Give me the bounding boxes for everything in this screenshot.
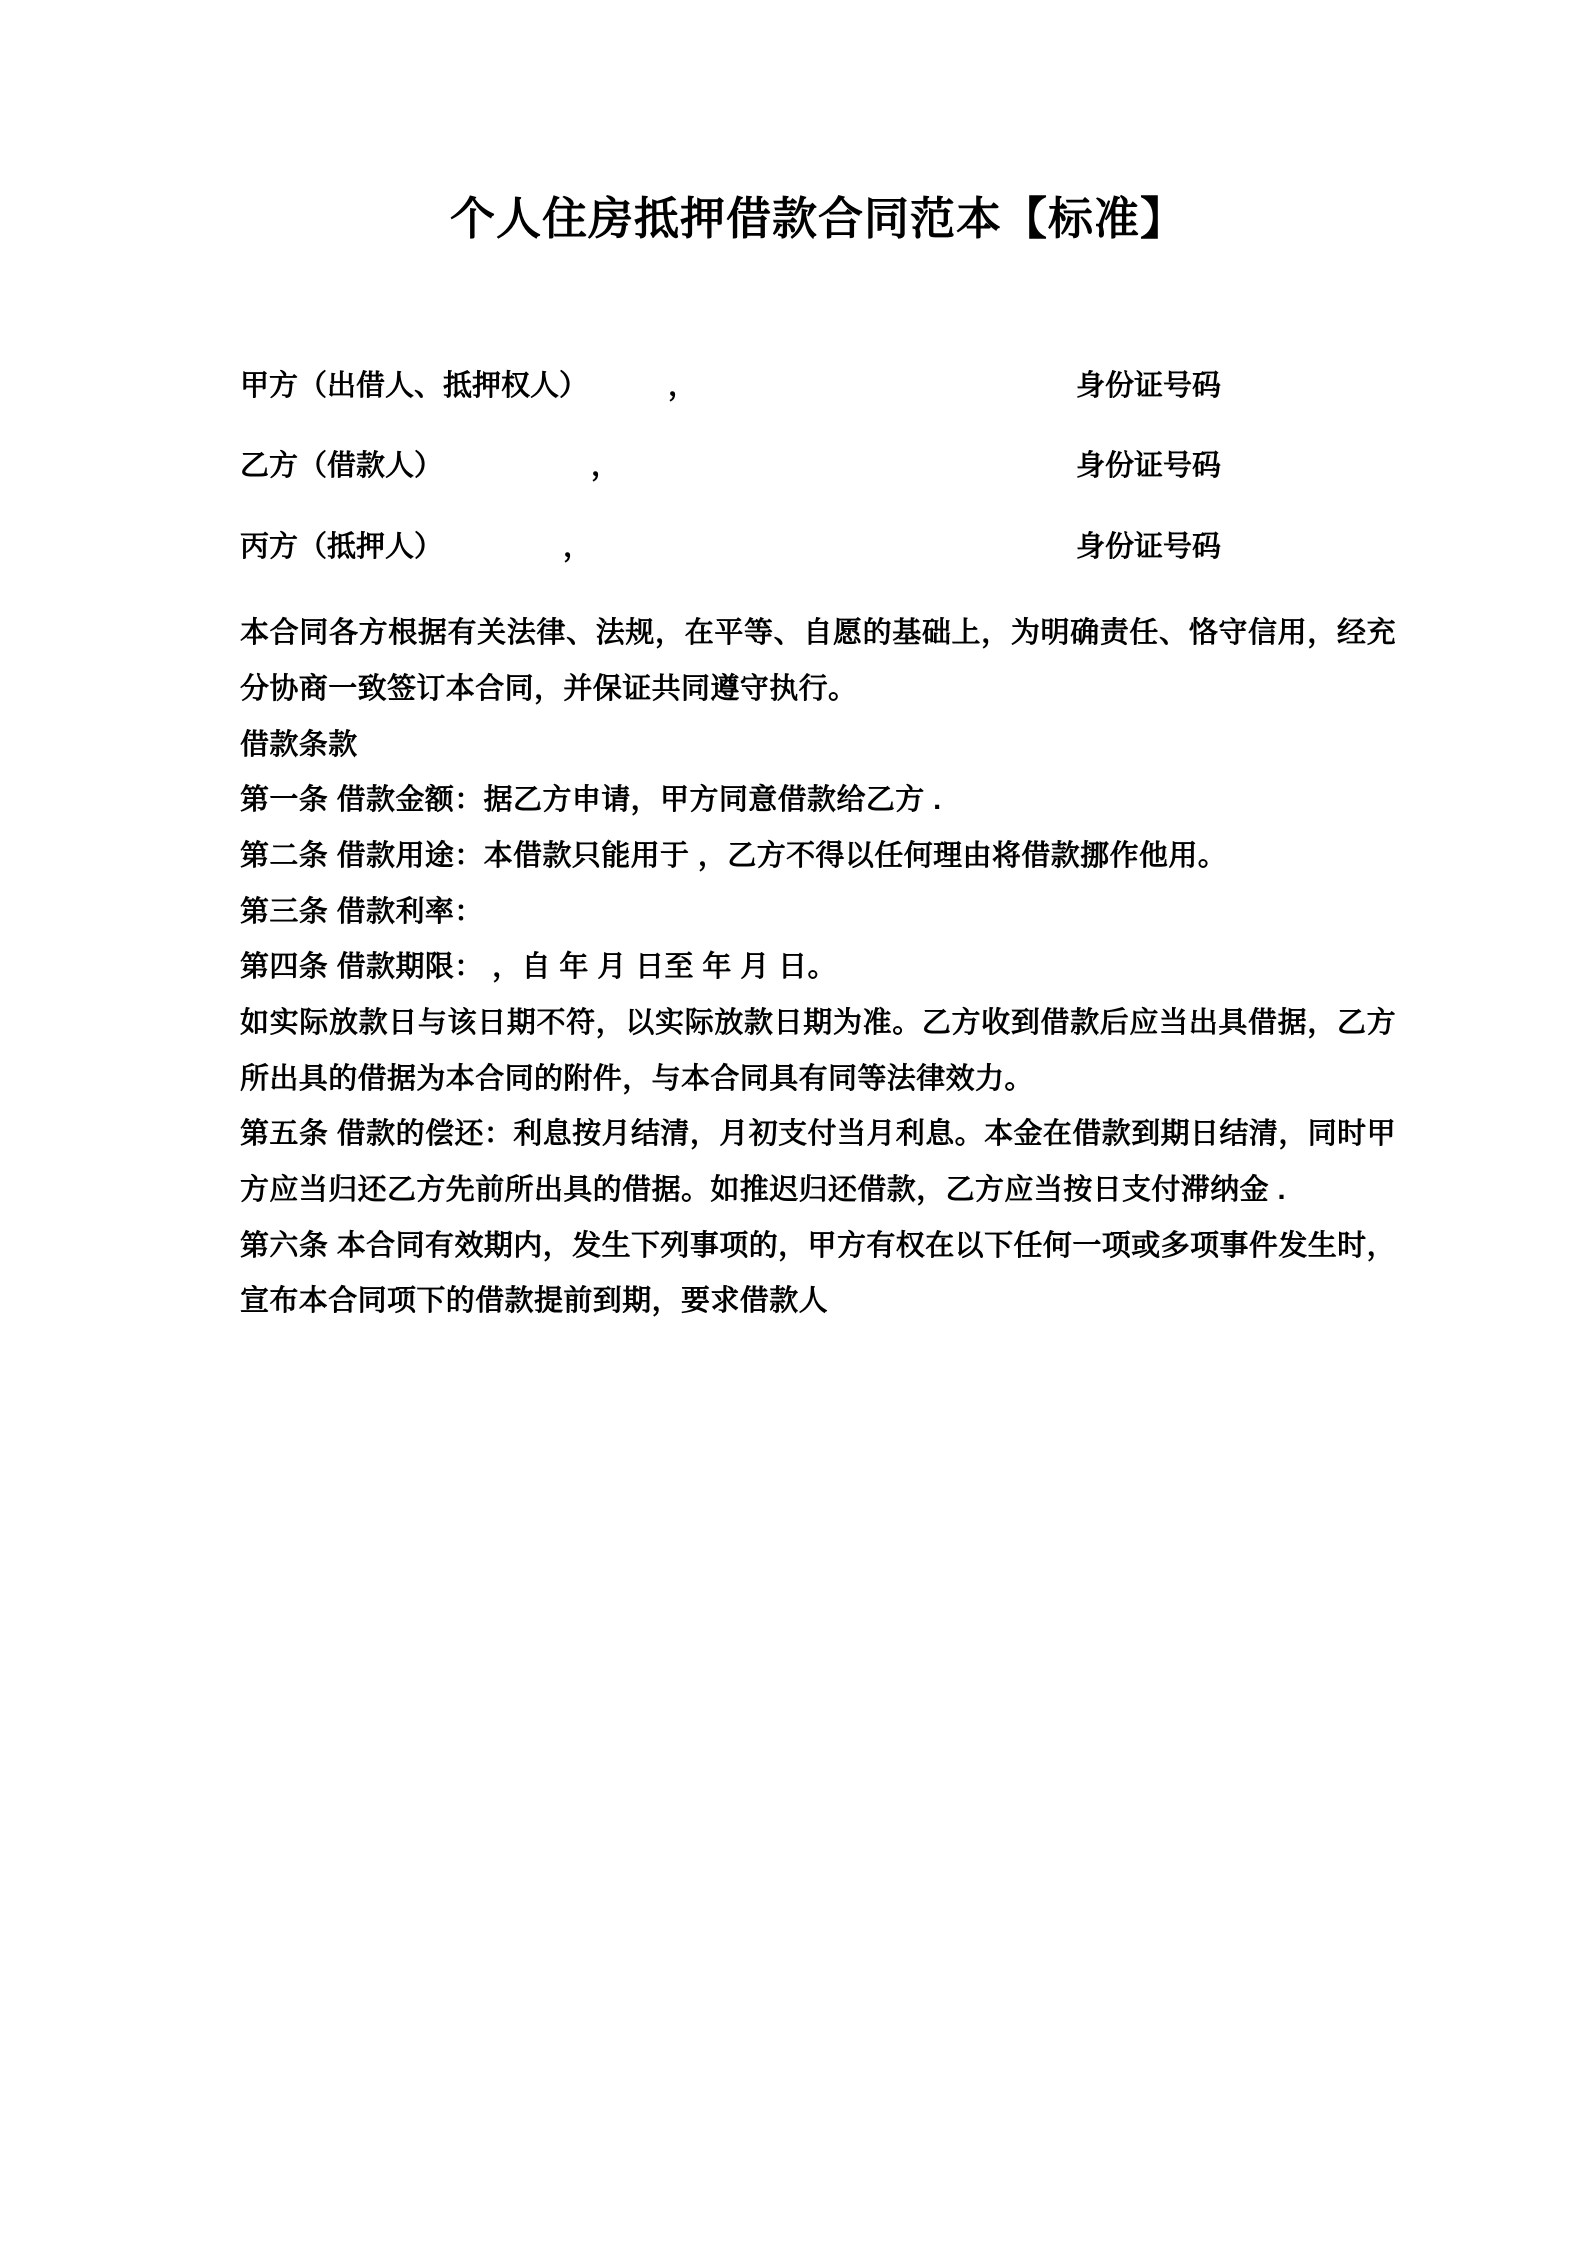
paragraph: 如实际放款日与该日期不符，以实际放款日期为准。乙方收到借款后应当出具借据，乙方所出具的借据为本合同的附件，与本合同具有同等法律效力。 <box>240 1007 1396 1095</box>
paragraph: 第三条 借款利率： <box>240 895 484 928</box>
party-comma: ， <box>668 369 698 402</box>
parties-block <box>240 364 1396 571</box>
paragraph: 第五条 借款的偿还：利息按月结清，月初支付当月利息。本金在借款到期日结清，同时甲方应当归还乙方先前所出具的借据。如推迟归还借款，乙方应当按日支付滞纳金 . <box>240 1118 1396 1207</box>
paragraph: 借款条款 <box>240 728 358 761</box>
party-label: 甲方（出借人、抵押权人） <box>240 369 589 402</box>
party-comma: ， <box>563 531 593 564</box>
paragraph: 第四条 借款期限： ，自 年 月 日至 年 月 日。 <box>240 951 837 984</box>
party-id-label: 身份证号码 <box>1075 531 1221 564</box>
paragraph: 第二条 借款用途：本借款只能用于 ，乙方不得以任何理由将借款挪作他用。 <box>240 840 1228 872</box>
party-label: 乙方（借款人） <box>240 450 444 483</box>
party-id-label: 身份证号码 <box>1075 369 1221 402</box>
party-comma: ， <box>591 450 621 483</box>
party-row <box>240 525 1396 570</box>
paragraph: 第一条 借款金额：据乙方申请，甲方同意借款给乙方 . <box>240 784 942 817</box>
party-label: 丙方（抵押人） <box>240 531 444 564</box>
body-block <box>240 606 1396 1330</box>
paragraph: 本合同各方根据有关法律、法规，在平等、自愿的基础上，为明确责任、恪守信用，经充分协商一致签订本合同，并保证共同遵守执行。 <box>240 617 1396 705</box>
paragraph: 第六条 本合同有效期内，发生下列事项的，甲方有权在以下任何一项或多项事件发生时，宣布本合同项下的借款提前到期，要求借款人 <box>240 1229 1396 1318</box>
party-id-label: 身份证号码 <box>1075 450 1221 483</box>
party-row <box>240 444 1396 489</box>
page-title: 个人住房抵押借款合同范本【标准】 <box>449 193 1186 244</box>
party-row <box>240 364 1396 409</box>
